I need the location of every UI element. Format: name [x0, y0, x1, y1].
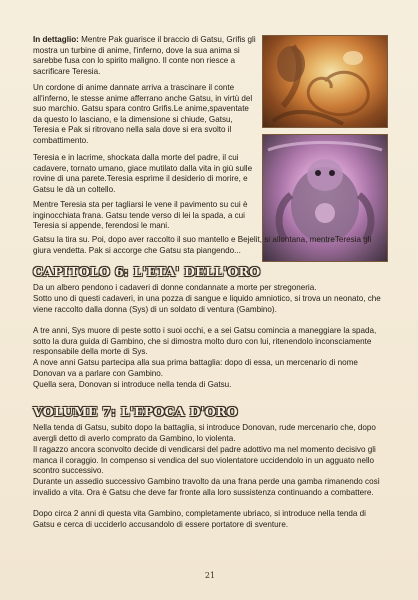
intro-paragraph-1	[33, 35, 259, 77]
chapter-6-paragraph-3: A tre anni, Sys muore di peste sotto i suoi occhi, e a sei Gatsu comincia a maneggiare la spada, sotto la dura guida di Gambino, che si dimostra molto duro con lui, ritenendolo inconsciamente responsabile della morte di Sys.	[33, 326, 377, 357]
chapter-6-paragraph-5: Quella sera, Donovan si introduce nella tenda di Gatsu.	[33, 380, 232, 389]
illustration-demon-vortex-art	[263, 36, 387, 127]
volume-7-paragraph-3: Durante un assedio successivo Gambino travolto da una frana perde una gamba rimanendo così invalido a vita. Ora è Gatsu che deve far fronte alla loro sussistenza continuando a combattere.	[33, 477, 380, 497]
intro-label: In dettaglio:	[33, 35, 79, 44]
volume-7-paragraph-2: Il ragazzo ancora sconvolto decide di vendicarsi del padre adottivo ma nel momento decisivo gli manca il coraggio. In compenso si vendica del suo violentatore uccidendolo in un agguato nello scontro successivo.	[33, 445, 376, 476]
chapter-6-paragraph-4: A nove anni Gatsu partecipa alla sua prima battaglia: dopo di essa, un mercenario di nome Donovan va a parlare con Gambino.	[33, 358, 358, 378]
volume-7-heading: VOLUME 7: L'EPOCA D'ORO	[33, 404, 238, 419]
intro-paragraph-3: Teresia e in lacrime, shockata dalla morte del padre, il cui cadavere, tornato umano, giace mutilato dalla vita in giù sulle rovine di una parete.Teresia esprime il desiderio di morire, e Gatsu le dà un coltello.	[33, 153, 253, 194]
intro-paragraph-4: Mentre Teresia sta per tagliarsi le vene il pavimento su cui è inginocchiata frana. Gatsu tende verso di lei la spada, a cui Teresia si appende, ferendosi le mani.	[33, 200, 248, 231]
intro-paragraph-5: Gatsu la tira su. Poi, dopo aver raccolto il suo mantello e Bejelit, si allontana, mentreTeresia gli giura vendetta. Pak si accorge che Gatsu sta piangendo...	[33, 235, 372, 255]
page-number: 21	[204, 571, 216, 580]
intro-paragraph-1-text: Mentre Pak guarisce il braccio di Gatsu, Grifis gli mostra un turbine di anime, l'inferno, dove la sua anima si sarebbe fusa con lo spirito maligno. Il conte non riesce a sacrificare Teresia.	[33, 35, 256, 76]
intro-paragraph-2: Un cordone di anime dannate arriva a trascinare il conte all'inferno, le stesse anime afferrano anche Gatsu, in virtù del suo marchio. Gatsu spara contro Grifis.Le anime,spaventate da questo lo lasciano, e la dimensione si chiude, Gatsu, Teresia e Pak si ritrovano nella sala dove si era svolto il combattimento.	[33, 83, 253, 145]
illustration-demon-vortex	[262, 35, 388, 128]
chapter-6-paragraph-1: Da un albero pendono i cadaveri di donne condannate a morte per stregoneria.	[33, 283, 317, 292]
volume-7-paragraph-4: Dopo circa 2 anni di questa vita Gambino, completamente ubriaco, si introduce nella tenda di Gatsu e cerca di ucciderlo accusandolo di essere portatore di sventure.	[33, 509, 366, 529]
chapter-6-paragraph-2: Sotto uno di questi cadaveri, in una pozza di sangue e liquido amniotico, si trova un neonato, che viene raccolto dalla donna (Sys) di un soldato di ventura (Gambino).	[33, 294, 381, 314]
chapter-6-heading: CAPITOLO 6: L'ETA' DELL'ORO	[33, 264, 261, 279]
volume-7-paragraph-1: Nella tenda di Gatsu, subito dopo la battaglia, si introduce Donovan, rude mercenario che, dopo avergli detto di averlo comprato da Gambino, lo violenta.	[33, 423, 376, 443]
